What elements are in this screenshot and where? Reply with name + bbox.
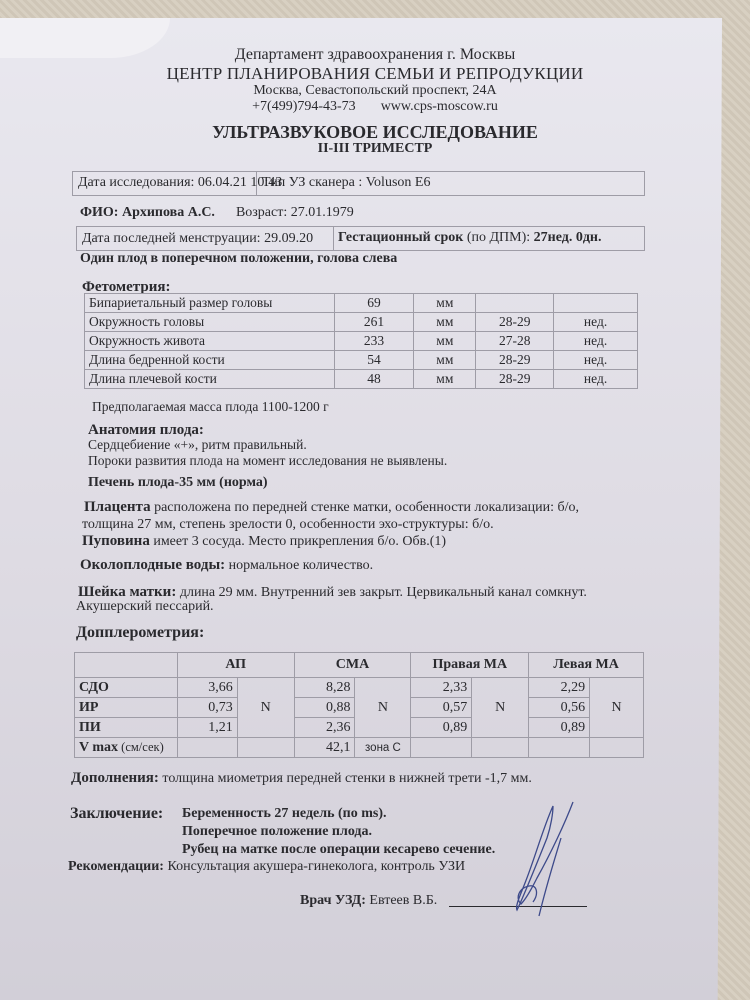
fetal-mass: Предполагаемая масса плода 1100-1200 г [92,399,329,414]
amniotic-fluid [80,557,373,574]
vmax-right [411,738,472,758]
doppler-header-row [75,653,644,678]
placenta-label: Плацента [84,499,151,515]
doppler-status: N [237,678,294,738]
measure-value: 48 [334,370,414,389]
measure-weeks: 28-29 [476,313,554,332]
gestational-value: 27нед. 0дн. [533,230,602,245]
doppler-column-header: Правая МА [411,653,529,678]
weeks-unit: нед. [554,332,638,351]
doppler-corner [75,653,178,678]
conclusion-line-1: Беременность 27 недель (по ms). [182,806,387,821]
doppler-value: 0,56 [529,698,590,718]
measure-weeks: 28-29 [476,370,554,389]
vmax-ap-status [237,738,294,758]
vmax-zone: зона С [355,738,411,758]
measure-name: Длина плечевой кости [85,370,335,389]
doppler-index-label: ИР [75,698,178,718]
doctor [300,893,437,909]
doppler-column-header: АП [177,653,294,678]
measure-name: Бипариетальный размер головы [85,294,335,313]
measure-name: Длина бедренной кости [85,351,335,370]
weeks-unit: нед. [554,351,638,370]
measure-name: Окружность головы [85,313,335,332]
conclusion-line-3: Рубец на матке после операции кесарево сечение. [182,842,496,857]
doppler-index-label: СДО [75,678,178,698]
doppler-column-header: Левая МА [529,653,644,678]
doppler-value: 2,33 [411,678,472,698]
doctor-name: Евтеев В.Б. [365,893,438,908]
measure-weeks: 28-29 [476,351,554,370]
measure-value: 261 [334,313,414,332]
measure-weeks [476,294,554,313]
gestational-label: Гестационный срок [338,230,464,245]
doppler-title: Допплерометрия: [76,624,205,641]
doppler-value: 0,73 [177,698,237,718]
doctor-label: Врач УЗД: [300,893,366,908]
measure-value: 233 [334,332,414,351]
website: www.cps-moscow.ru [380,99,498,114]
address: Москва, Севастопольский проспект, 24А [253,83,497,98]
fetal-liver: Печень плода-35 мм (норма) [88,475,268,490]
fetometry-row [85,332,638,351]
doppler-status: N [355,678,411,738]
vmax-left [529,738,590,758]
additions-label: Дополнения: [71,770,159,786]
weeks-unit: нед. [554,370,638,389]
fluid-label: Околоплодные воды: [80,557,226,573]
fetus-position: Один плод в поперечном положении, голова слева [80,251,398,266]
vmax-left-status [590,738,644,758]
phone: +7(499)794-43-73 [252,99,356,114]
doppler-status: N [472,678,529,738]
vmax-sma: 42,1 [294,738,355,758]
department-name: Департамент здравоохранения г. Москвы [234,46,516,63]
doppler-value: 0,88 [294,698,355,718]
umbilical-cord [82,533,446,550]
malformations: Пороки развития плода на момент исследования не выявлены. [88,453,448,468]
vmax-ap [177,738,237,758]
doppler-value: 0,89 [411,718,472,738]
pessary: Акушерский пессарий. [76,599,214,614]
vmax-right-status [472,738,529,758]
gestational-age [338,230,601,246]
doppler-index-label: ПИ [75,718,178,738]
lmp-date: Дата последней менструации: 29.09.20 [82,231,314,246]
recommendations-text: Консультация акушера-гинеколога, контроль УЗИ [163,859,466,874]
cervix-text: длина 29 мм. Внутренний зев закрыт. Цервикальный канал сомкнут. [176,585,587,600]
doppler-value: 1,21 [177,718,237,738]
additions [71,770,532,787]
signature-mark [495,798,585,918]
fetometry-title: Фетометрия: [82,279,171,295]
measure-weeks: 27-28 [476,332,554,351]
weeks-unit: нед. [554,313,638,332]
fetometry-table [84,293,638,389]
fetometry-row [85,370,638,389]
additions-text: толщина миометрия передней стенки в нижней трети -1,7 мм. [158,771,532,786]
conclusion-line-2: Поперечное положение плода. [182,824,373,839]
patient-name: ФИО: Архипова А.С. [80,205,215,220]
doppler-vmax-row [75,738,644,758]
placenta-line-1 [84,499,579,516]
doppler-value: 3,66 [177,678,237,698]
gestational-method: (по ДПМ): [463,230,534,245]
doppler-value: 2,29 [529,678,590,698]
recommendations [68,859,465,875]
vmax-label [75,738,178,758]
fetometry-row [85,313,638,332]
doppler-table [74,652,644,758]
measure-unit: мм [414,332,476,351]
patient-row [80,205,354,221]
cord-label: Пуповина [82,533,150,549]
measure-unit: мм [414,351,476,370]
exam-date: Дата исследования: 06.04.21 10:43 [78,175,283,190]
cord-text: имеет 3 сосуда. Место прикрепления б/о. Обв.(1) [149,534,447,549]
center-name: ЦЕНТР ПЛАНИРОВАНИЯ СЕМЬИ И РЕПРОДУКЦИИ [166,64,584,83]
contacts [0,99,750,115]
conclusion-label: Заключение: [70,805,164,822]
placenta-line-2: толщина 27 мм, степень зрелости 0, особенности эхо-структуры: б/о. [82,517,494,532]
scanner-type: Тип УЗ сканера : Voluson E6 [262,175,431,190]
report-title: УЛЬТРАЗВУКОВОЕ ИССЛЕДОВАНИЕ [212,122,538,142]
heartbeat: Сердцебиение «+», ритм правильный. [88,437,307,452]
anatomy-title: Анатомия плода: [88,422,204,438]
fetometry-row [85,351,638,370]
measure-unit: мм [414,313,476,332]
doppler-status: N [590,678,644,738]
doppler-value: 0,57 [411,698,472,718]
doppler-row [75,678,644,698]
fetometry-row [85,294,638,313]
measure-unit: мм [414,370,476,389]
doppler-value: 0,89 [529,718,590,738]
doppler-column-header: СМА [294,653,411,678]
patient-age: Возраст: 27.01.1979 [235,205,354,220]
doppler-value: 8,28 [294,678,355,698]
measure-value: 69 [334,294,414,313]
measure-name: Окружность живота [85,332,335,351]
cervix-label: Шейка матки: [78,584,177,600]
measure-unit: мм [414,294,476,313]
vmax-label-text: V max [79,739,119,755]
report-subtitle: II-III ТРИМЕСТР [317,141,433,156]
weeks-unit [554,294,638,313]
doppler-value: 2,36 [294,718,355,738]
fluid-text: нормальное количество. [225,558,374,573]
recommendations-label: Рекомендации: [68,859,164,874]
placenta-text: расположена по передней стенке матки, особенности локализации: б/о, [150,500,580,515]
measure-value: 54 [334,351,414,370]
vmax-unit: (см/сек) [118,739,164,754]
